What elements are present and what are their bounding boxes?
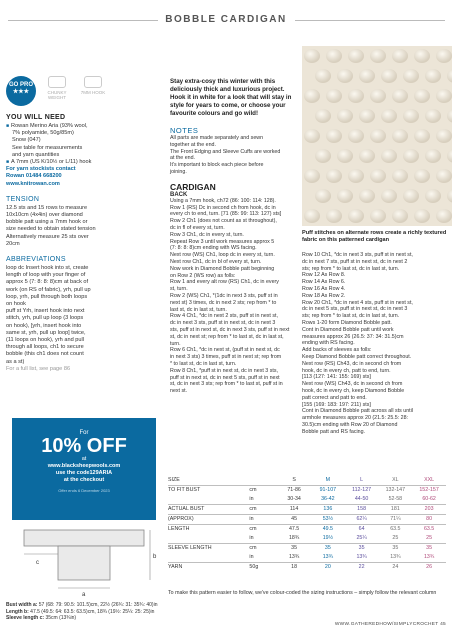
tension-line: size needed to obtain stated tension	[6, 226, 96, 233]
tension-text	[6, 205, 162, 248]
bobble-stitch	[436, 169, 452, 183]
instruction-line: next st) 3 times, dc in next 2 sts; rep from * to	[170, 299, 277, 306]
instruction-line: Now work in Diamond Bobble patt beginning	[170, 265, 275, 272]
size-table	[168, 476, 446, 572]
size-value: 63.5	[423, 526, 435, 532]
instruction-line: dc in fl of every st, turn.	[170, 224, 225, 231]
promo-checkout: at the checkout	[63, 477, 105, 483]
photo-caption: Puff stitches on alternate rows create a richly textured fabric on this patterned cardigan	[302, 230, 447, 243]
instruction-line: Add backs of sleeves as folls:	[302, 347, 372, 354]
hook-meta	[78, 76, 108, 95]
bobble-stitch	[326, 89, 342, 103]
instruction-line: Rows 1-20 form Diamond Bobble patt.	[302, 319, 392, 326]
instruction-line: Row 6 Ch1, *dc in next st, (puff st in next st, dc	[170, 347, 280, 354]
size-table-row	[168, 495, 446, 504]
instruction-line: st, turn.	[170, 286, 188, 293]
left-column	[6, 76, 162, 373]
row-label: ACTUAL BUST	[168, 506, 205, 512]
size-table-row	[168, 504, 446, 514]
instruction-line: Row 2 Ch1 (does not count as st throughout),	[170, 218, 277, 225]
row-unit: in	[249, 554, 254, 560]
instruction-line: Cont in Diamond Bobble patt across all sts until	[302, 408, 413, 415]
abbr-line: puff st Yrh, insert hook into next	[6, 308, 85, 315]
row-label: (APPROX)	[168, 516, 194, 522]
size-value: 136	[323, 506, 333, 512]
size-value: 44-50	[354, 496, 369, 502]
tension-heading: TENSION	[6, 195, 40, 203]
row-label	[168, 495, 249, 504]
bobble-stitch	[414, 129, 430, 143]
table-note: To make this pattern easier to follow, we've colour-coded the sizing instructions – simply follow the relevant column	[168, 590, 437, 596]
yarn-ball-icon	[48, 76, 66, 88]
row-unit: cm	[249, 487, 257, 493]
abbreviations-text	[6, 265, 162, 373]
bobble-stitch	[392, 89, 408, 103]
row-unit: cm	[249, 545, 257, 551]
abbr-full-list: For a full list, see page 86	[6, 365, 71, 372]
instruction-line: Row 10 Ch1, *dc in next 3 sts, puff st in next st,	[302, 252, 413, 258]
instruction-line: dc in next 5 sts, puff st in next st, dc in next 3	[302, 306, 408, 313]
size-value: 35	[392, 545, 399, 551]
size-value: 25¼	[356, 535, 367, 541]
bobble-stitch	[425, 69, 441, 83]
instruction-line: (7: 8: 8: 8)cm ending with WS facing.	[170, 245, 257, 252]
instruction-line: next st.	[170, 388, 188, 395]
bobble-stitch	[425, 149, 441, 163]
bobble-stitch	[403, 189, 419, 203]
abbr-line: as a st)	[6, 358, 25, 365]
instruction-line: in next 3 sts) 3 times, puff st in next st; rep from	[170, 354, 282, 361]
instruction-line: sts; rep from * to last st, dc in last st, turn.	[302, 313, 400, 320]
bust-values: 57 (68: 79: 90.5: 101.5)cm, 22½ (26¾: 31: 35¾: 40)in	[38, 602, 158, 608]
size-header-label: SIZE	[168, 477, 180, 483]
bobble-stitch	[403, 69, 419, 83]
instruction-line: armhole measures approx 20 (21.5: 25.5: 28:	[302, 415, 408, 422]
instruction-line: hook, dc in every ch, keep Diamond Bobble	[302, 387, 405, 394]
row-unit: cm	[249, 526, 257, 532]
size-value: 64	[358, 526, 365, 532]
bobble-stitch	[337, 149, 353, 163]
notes-line: joining.	[170, 168, 187, 175]
instruction-line: on Row 2 (WS row) as folls:	[170, 272, 236, 279]
bobble-stitch	[348, 169, 364, 183]
promo-box	[12, 418, 156, 520]
notes-line: at the end.	[170, 155, 196, 162]
bobble-stitch	[370, 49, 386, 63]
bobble-stitch	[425, 189, 441, 203]
schematic-label-b: b	[153, 554, 157, 560]
instruction-line: ending with RS facing.	[302, 340, 355, 347]
bobble-stitch	[304, 209, 320, 223]
bobble-stitch	[315, 189, 331, 203]
size-table-row	[168, 524, 446, 534]
instruction-line: Row 8 Ch1, *puff st in next st, dc in next 3 sts,	[170, 367, 278, 374]
instruction-line: measures approx 26 (26.5: 37: 34: 31.5)cm	[302, 333, 404, 340]
bobble-stitch	[326, 209, 342, 223]
schematic-label-a: a	[82, 592, 86, 598]
instruction-line: patt correct and patt to end.	[302, 394, 367, 401]
instruction-line: 30.5)cm ending with Row 20 of Diamond	[302, 421, 398, 428]
instruction-line: Row 14 As Row 6.	[302, 279, 346, 286]
weight-meta	[42, 76, 72, 100]
bobble-stitch	[381, 109, 397, 123]
size-value: 22	[358, 564, 365, 570]
instruction-line: Row 1 and every alt row (RS) Ch1, dc in every	[170, 279, 279, 286]
instruction-line: Next row (WS) Ch1, loop dc in every st, turn.	[170, 252, 275, 259]
instruction-line: hook, dc in every ch, patt to end, turn.	[302, 367, 391, 374]
abbr-line: through all loops, ch1 to secure	[6, 344, 84, 351]
tension-line: bobble patt using a 7mm hook or	[6, 219, 88, 226]
instruction-line: Keep Diamond Bobble patt correct throughout.	[302, 353, 412, 360]
size-value: 35	[291, 545, 298, 551]
row-label: SLEEVE LENGTH	[168, 545, 212, 551]
bobble-stitch	[414, 209, 430, 223]
unit-header	[249, 476, 277, 485]
bobble-stitch	[315, 109, 331, 123]
bobble-stitch	[425, 109, 441, 123]
badge-row	[6, 76, 162, 106]
instruction-line: sts, puff st in next st, dc in next 3 sts, puff st in next	[170, 326, 290, 333]
size-value: 91-107	[319, 487, 337, 493]
instruction-line: Row 16 As Row 4.	[302, 285, 346, 292]
abbreviations-heading: ABBREVIATIONS	[6, 256, 66, 264]
bobble-stitch	[326, 129, 342, 143]
bobble-stitch	[392, 209, 408, 223]
instruction-line: Row 1 (RS) Dc in second ch from hook, dc in	[170, 204, 276, 211]
instruction-line: Next row Ch1, dc in bl of every st, turn.	[170, 258, 262, 265]
instruction-line: Row 2 (WS) Ch1, *(1dc in next 3 sts, puff st in	[170, 292, 278, 299]
bobble-stitch	[304, 89, 320, 103]
row-unit: in	[249, 496, 254, 502]
size-value: 80	[426, 516, 433, 522]
instruction-line: dc in next 7 sts, puff st in next st, dc in next 2	[302, 258, 408, 265]
notes-text	[170, 135, 300, 176]
size-table-row	[168, 534, 446, 543]
header-rule-right	[295, 20, 445, 21]
need-item: and yarn quantities	[12, 151, 60, 158]
bobble-stitch	[392, 49, 408, 63]
bust-label: Bust width a:	[6, 602, 38, 608]
notes-heading: NOTES	[170, 126, 199, 135]
bobble-stitch	[370, 129, 386, 143]
tension-line: 20cm	[6, 240, 20, 247]
instruction-line: Row 20 Ch1, *dc in next 4 sts, puff st in next st,	[302, 299, 413, 306]
bobble-stitch	[348, 49, 364, 63]
bobble-stitch	[436, 89, 452, 103]
stockists-phone: Rowan 01484 668200	[6, 173, 62, 180]
size-value: 35	[324, 545, 331, 551]
bobble-stitch	[359, 69, 375, 83]
cardigan-instructions	[170, 198, 300, 395]
bobble-stitch	[370, 89, 386, 103]
middle-column	[170, 78, 300, 395]
bobble-stitch	[381, 149, 397, 163]
promo-code: use the code129ARIA	[55, 470, 113, 476]
abbr-line: length of loop with your finger of	[6, 272, 86, 279]
instruction-line: Next row (RS) Ch43, dc in second ch from	[302, 360, 402, 367]
size-value: 52-58	[388, 496, 403, 502]
bobble-stitch	[414, 49, 430, 63]
bobble-stitch	[304, 129, 320, 143]
photo-image	[302, 46, 452, 226]
promo-for: For	[79, 430, 89, 436]
tension-line: Alternatively measure 25 sts over	[6, 233, 89, 240]
bobble-stitch	[403, 109, 419, 123]
bobble-stitch	[436, 209, 452, 223]
weight-label: CHUNKY WEIGHT	[47, 90, 67, 100]
bobble-stitch	[348, 129, 364, 143]
notes-line: It's important to block each piece before	[170, 162, 264, 169]
instruction-line: every ch to end, turn. [71 (85: 99: 113: 127) sts]	[170, 211, 282, 218]
need-item: See table for measurements	[12, 144, 83, 151]
row-label: YARN	[168, 564, 183, 570]
size-value: 60-62	[422, 496, 436, 502]
bobble-stitch	[370, 209, 386, 223]
stockists-web[interactable]: www.knitrowan.com	[6, 180, 60, 187]
size-value: 13¾	[423, 554, 435, 560]
size-value: 25	[426, 535, 433, 541]
bobble-stitch	[348, 209, 364, 223]
row-label	[168, 534, 249, 543]
size-table-row	[168, 543, 446, 553]
abbr-line: work (on RS of fabric), yrh, pull up	[6, 286, 91, 293]
size-table-row	[168, 562, 446, 572]
tension-line: 12.5 sts and 15 rows to measure	[6, 204, 88, 211]
size-value: 181	[390, 506, 400, 512]
bobble-stitch	[392, 129, 408, 143]
notes-line: All parts are made separately and sewn	[170, 135, 264, 141]
promo-discount: 10% OFF	[41, 435, 127, 457]
bobble-stitch	[359, 109, 375, 123]
cardigan-schematic	[6, 526, 162, 598]
need-item: 7% polyamide, 50g/85m)	[12, 130, 74, 137]
schematic-label-c: c	[36, 560, 39, 566]
abbr-line: on hook), [yrh, insert hook into	[6, 322, 82, 329]
bobble-stitch	[359, 189, 375, 203]
instruction-line: turn.	[170, 340, 181, 347]
level-stars: ★★★	[12, 89, 30, 95]
instruction-line: puff st in next st, dc in next 5 sts, puff st in next	[170, 374, 280, 381]
size-value: 30-34	[287, 496, 301, 502]
size-value: 158	[357, 506, 367, 512]
size-value: 49.5	[322, 526, 333, 532]
need-item: ■ Rowan Merino Aria (93% wool,	[6, 123, 162, 130]
bobble-stitch	[436, 49, 452, 63]
bobble-stitch	[326, 49, 342, 63]
abbr-line: stitch, yrh, pull up loop (3 loops	[6, 315, 84, 322]
bobble-stitch	[392, 169, 408, 183]
bobble-stitch	[403, 149, 419, 163]
size-value: 13¾	[356, 554, 367, 560]
instruction-line: Using a 7mm hook, ch72 (86: 100: 114: 128).	[170, 197, 276, 204]
schematic-measurements	[6, 602, 166, 622]
bobble-stitch	[348, 89, 364, 103]
bobble-stitch	[304, 169, 320, 183]
notes-line: together at the end.	[170, 141, 216, 148]
size-value: 114	[289, 506, 299, 512]
bobble-stitch	[315, 69, 331, 83]
bobble-stitch	[359, 149, 375, 163]
bobble-stitch	[381, 69, 397, 83]
size-value: 18	[291, 564, 298, 570]
bobble-stitch	[370, 169, 386, 183]
size-table-row	[168, 553, 446, 562]
promo-site[interactable]: www.blacksheepwools.com	[47, 463, 121, 469]
instruction-line: st, dc in next 3 sts; rep from * to last st, puff st in	[170, 381, 283, 388]
sleeve-label: Sleeve length c:	[6, 615, 45, 622]
size-value: 63.5	[390, 526, 401, 532]
row-label: LENGTH	[168, 526, 190, 532]
need-item: ■ A 7mm (US K/10½ or L/11) hook	[6, 159, 162, 166]
page-title: BOBBLE CARDIGAN	[165, 14, 287, 25]
right-column-instructions	[302, 252, 448, 436]
level-badge	[6, 76, 36, 106]
bobble-stitch	[326, 169, 342, 183]
size-value: 35	[426, 545, 433, 551]
size-header: L	[360, 477, 364, 483]
size-value: 112-127	[352, 487, 372, 493]
back-subheading: BACK	[170, 191, 188, 198]
size-value: 203	[424, 506, 434, 512]
abbr-line: bobble (this ch1 does not count	[6, 351, 84, 358]
bobble-stitch	[414, 89, 430, 103]
promo-terms: Offer ends 6 December 2023	[58, 488, 110, 493]
abbr-line: (11 loops on hook), yrh and pull	[6, 337, 84, 344]
instruction-line: Row 3 Ch1, dc in every st, turn.	[170, 231, 244, 238]
instruction-line: Row 18 As Row 2.	[302, 292, 346, 299]
page-footer: WWW.GATHEREDHOW/SIMPLYCROCHET 45	[334, 622, 446, 627]
instruction-line: dc in next 3 sts, puff st in next st, dc in next 3	[170, 320, 276, 327]
schematic-diagram	[6, 526, 162, 598]
size-value: 35	[358, 545, 365, 551]
bobble-stitch	[337, 189, 353, 203]
level-label: GO PRO	[8, 82, 33, 88]
instruction-line: Bobble patt and RS facing.	[302, 428, 366, 435]
size-value: 132-147	[385, 487, 406, 493]
bobble-stitch	[436, 129, 452, 143]
size-value: 71-86	[287, 487, 301, 493]
instruction-line: Row 4 Ch1, *dc in next 2 sts, puff st in next st,	[170, 313, 278, 320]
size-header: M	[325, 477, 331, 483]
hook-label: 7MM HOOK	[80, 90, 106, 95]
size-value: 13¾	[322, 554, 333, 560]
bobble-stitch	[304, 49, 320, 63]
instruction-line: st, dc in next st; rep from * to last st, dc in last st,	[170, 333, 284, 340]
size-value: 19½	[322, 535, 333, 541]
instruction-line: [155 (169: 183: 197: 211) sts]	[302, 401, 371, 408]
row-unit: cm	[249, 506, 257, 512]
length-label: Length b:	[6, 608, 29, 615]
size-table-row	[168, 485, 446, 495]
stockists-label: For yarn stockists contact	[6, 166, 76, 173]
cardigan-heading: CARDIGAN	[170, 181, 216, 192]
size-header: XXL	[424, 477, 435, 483]
tension-line: 10x10cm (4x4in) over diamond	[6, 212, 83, 219]
sleeve-values: 35cm (13¾in)	[45, 615, 77, 622]
abbr-line: on hook	[6, 301, 26, 308]
bobble-stitch	[337, 69, 353, 83]
size-value: 47.5	[288, 526, 300, 532]
length-values: 47.5 (49.5: 64: 63.5: 63.5)cm, 18¾ (19½: 25¼: 25: 25)in	[30, 608, 155, 615]
size-value: 18¾	[288, 535, 300, 541]
size-value: 62¼	[356, 516, 367, 522]
size-value: 25	[392, 535, 399, 541]
instruction-line: [113 (127: 141: 155: 169) sts]	[302, 374, 371, 381]
row-label	[168, 553, 249, 562]
size-value: 26	[426, 564, 433, 570]
size-value: 53½	[322, 516, 333, 522]
size-value: 24	[392, 564, 399, 570]
size-value: 13¾	[390, 554, 401, 560]
row-unit: in	[249, 516, 254, 522]
instruction-line: * to last st, dc in last st, turn.	[170, 360, 237, 367]
instruction-line: last st, dc in last st, turn.	[170, 306, 227, 313]
bobble-stitch	[337, 109, 353, 123]
instruction-line: Cont in Diamond Bobble patt until work	[302, 326, 394, 333]
promo-at: at	[81, 456, 87, 462]
bobble-stitch	[315, 149, 331, 163]
hook-icon	[84, 76, 102, 88]
notes-line: The Front Edging and Sleeve Cuffs are worked	[170, 148, 281, 155]
size-value: 13¾	[288, 554, 300, 560]
size-value: 45	[291, 516, 298, 522]
row-label: TO FIT BUST	[168, 487, 201, 493]
size-table-header	[168, 476, 446, 485]
size-header: S	[292, 477, 296, 483]
instruction-line: Row 12 As Row 8.	[302, 272, 346, 279]
page-header	[0, 0, 452, 48]
size-value: 36-42	[321, 496, 335, 502]
row-unit: 50g	[249, 564, 259, 570]
bobble-stitch	[381, 189, 397, 203]
abbr-line: loop, yrh, pull through both loops	[6, 293, 88, 300]
size-value: 152-157	[419, 487, 439, 493]
you-will-need-heading: YOU WILL NEED	[6, 114, 66, 121]
abbr-line: same st, yrh, pull up loop] twice,	[6, 329, 86, 336]
bobble-stitch	[414, 169, 430, 183]
size-value: 71¼	[390, 516, 401, 522]
row-unit: in	[249, 535, 254, 541]
need-item: Snow (047)	[12, 137, 41, 144]
size-table-row	[168, 514, 446, 524]
bobble-texture-photo	[302, 46, 452, 226]
abbr-line: approx 5 (7: 8: 8: 8)cm at back of	[6, 279, 89, 286]
instruction-line: sts; rep from * to last st, dc in last st, turn.	[302, 265, 400, 272]
instruction-line: Next row (WS) Ch43, dc in second ch from	[302, 381, 403, 388]
instruction-line: Repeat Row 3 until work measures approx 5	[170, 238, 275, 245]
size-value: 20	[324, 564, 331, 570]
intro-text: Stay extra-cosy this winter with this deliciously thick and luxurious project. Hook it in white for a look that will stay in style for years to come, or choose your favourite colours and go wild!	[170, 78, 292, 117]
abbr-line: loop dc Insert hook into st, create	[6, 265, 89, 272]
size-header: XL	[392, 477, 399, 483]
